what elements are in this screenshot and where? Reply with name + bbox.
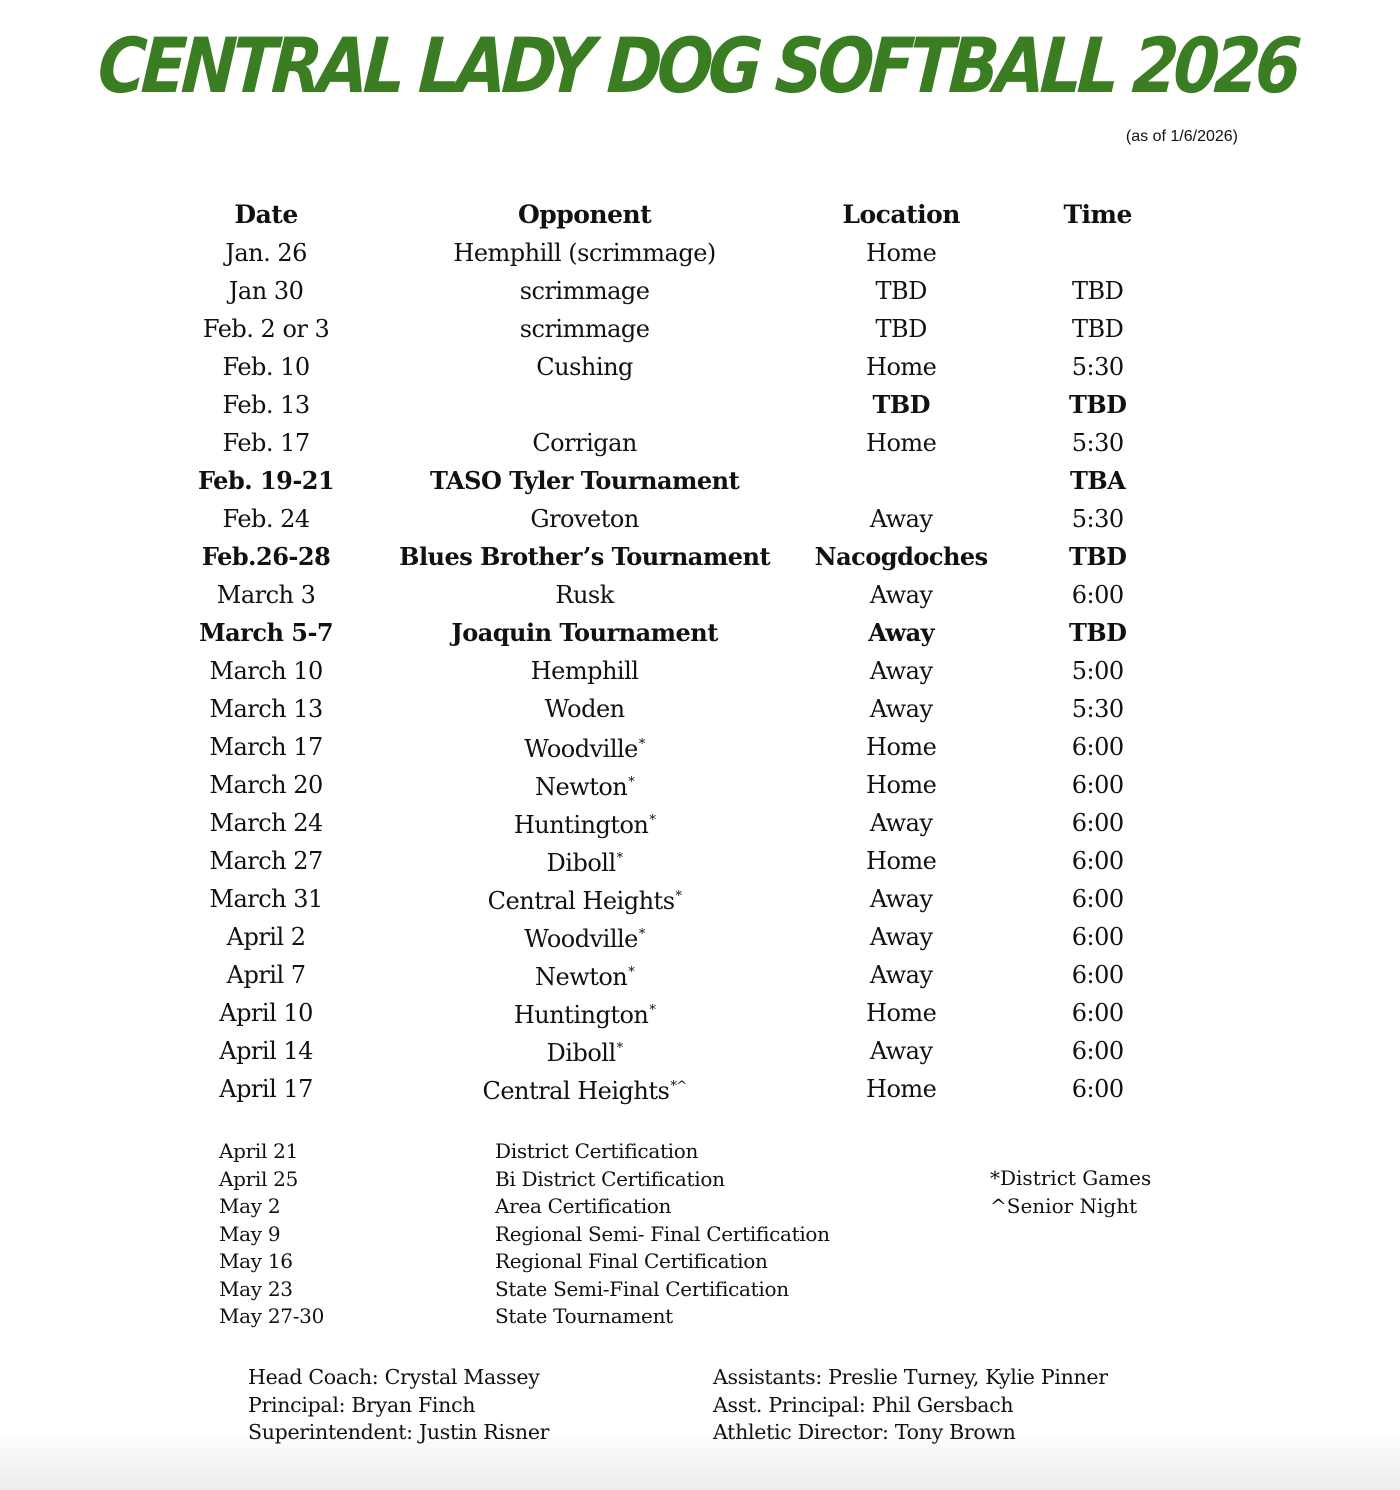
game-marker: * [649,813,656,828]
game-location [807,842,995,880]
game-opponent [362,576,807,614]
schedule-row [170,994,1200,1032]
staff-assistants: Assistants: Preslie Turney, Kylie Pinner [713,1365,1108,1389]
game-opponent-text: TASO Tyler Tournament [429,466,740,495]
game-opponent [362,840,807,882]
game-date [170,234,362,272]
game-opponent-text: Corrigan [532,429,637,457]
game-date-text: Jan 30 [228,277,304,305]
game-date [170,1070,362,1108]
game-opponent [362,916,807,958]
game-marker: * [616,851,623,866]
game-date [170,310,362,348]
game-time-text: 6:00 [1071,1037,1124,1065]
game-location-text: Away [869,695,933,723]
playoff-date: April 21 [219,1139,299,1164]
game-time-text: TBD [1068,542,1127,571]
game-time-text: 6:00 [1071,961,1124,989]
game-opponent [362,614,807,652]
schedule-row [170,766,1200,804]
game-opponent [362,954,807,996]
game-time-text: 5:30 [1071,505,1124,533]
game-marker: * [628,965,635,980]
game-opponent-text: Woodville [524,925,638,953]
game-date [170,994,362,1032]
game-date [170,918,362,956]
game-location [807,804,995,842]
game-opponent [362,424,807,462]
game-time-text: 5:30 [1071,353,1124,381]
game-opponent [362,992,807,1034]
game-time-text: 5:30 [1071,429,1124,457]
game-marker: * [616,1041,623,1056]
game-opponent-text: Woodville [524,735,638,763]
schedule-table [170,196,1200,1108]
playoff-row [219,1193,919,1221]
game-location-text: Home [866,771,937,799]
game-date-text: April 7 [226,961,306,989]
playoff-date: April 25 [219,1166,299,1191]
game-opponent-text: Groveton [530,505,639,533]
game-time [995,272,1200,310]
legend [990,1165,1151,1220]
game-time [995,1032,1200,1070]
column-header-location: Location [842,200,960,229]
column-header-time: Time [1063,200,1132,229]
game-time [995,424,1200,462]
game-opponent [362,764,807,806]
schedule-row [170,728,1200,766]
column-header-opponent: Opponent [517,200,652,229]
game-time-text: 6:00 [1071,885,1124,913]
staff-principal: Principal: Bryan Finch [248,1392,476,1417]
game-opponent-text: scrimmage [519,315,650,343]
game-location-text: Home [866,429,937,457]
game-date-text: April 14 [219,1037,313,1065]
game-date [170,652,362,690]
game-date [170,956,362,994]
game-location [807,348,995,386]
game-time [995,690,1200,728]
schedule-row [170,272,1200,310]
playoff-event: Bi District Certification [495,1166,725,1191]
game-time-text: 6:00 [1071,847,1124,875]
game-location-text: Away [869,809,933,837]
game-time [995,538,1200,576]
game-date [170,386,362,424]
game-location-text: TBD [875,315,927,343]
game-date [170,880,362,918]
game-time [995,956,1200,994]
game-date [170,500,362,538]
game-time-text: 6:00 [1071,809,1124,837]
staff-athletic-director: Athletic Director: Tony Brown [713,1420,1016,1444]
game-opponent [362,690,807,728]
game-date-text: March 10 [209,657,323,685]
game-opponent-text: Newton [534,963,628,991]
staff-column-left [248,1364,713,1447]
game-opponent-text: Central Heights [487,887,675,915]
game-time-text: TBD [1068,618,1127,647]
game-time [995,994,1200,1032]
game-time-text: TBD [1071,315,1124,343]
game-date-text: Feb. 13 [222,391,310,419]
game-location [807,766,995,804]
playoff-date: May 27-30 [219,1304,325,1329]
game-opponent [362,1068,807,1110]
game-date [170,842,362,880]
schedule-row [170,1070,1200,1108]
playoff-schedule [219,1138,919,1331]
schedule-row [170,956,1200,994]
game-date [170,348,362,386]
game-location [807,500,995,538]
game-location-text: Away [868,618,935,647]
legend-district-games: *District Games [990,1166,1152,1190]
game-time-text: 6:00 [1071,923,1124,951]
game-opponent-text: Woden [544,695,625,723]
game-marker: *^ [670,1079,687,1094]
playoff-event: State Tournament [495,1304,673,1329]
game-opponent-text: Blues Brother’s Tournament [399,542,771,571]
game-location-text: Home [866,239,937,267]
game-opponent [362,234,807,272]
game-date-text: Feb. 24 [222,505,310,533]
game-marker: * [628,775,635,790]
game-opponent-text: Hemphill (scrimmage) [453,239,716,267]
game-location-text: TBD [872,390,930,419]
game-location [807,918,995,956]
playoff-row [219,1276,919,1304]
schedule-row [170,804,1200,842]
game-time [995,728,1200,766]
game-location [807,614,995,652]
schedule-row [170,234,1200,272]
game-date-text: Feb. 10 [222,353,310,381]
game-time [995,842,1200,880]
page-title: CENTRAL LADY DOG SOFTBALL 2026 [95,22,1300,111]
game-date-text: Feb. 17 [222,429,310,457]
game-date-text: April 17 [219,1075,313,1103]
game-opponent-text: Huntington [513,1001,649,1029]
game-date-text: Feb.26-28 [201,542,331,571]
game-location [807,424,995,462]
schedule-row [170,500,1200,538]
game-time [995,880,1200,918]
game-opponent [362,310,807,348]
game-date [170,576,362,614]
schedule-row [170,690,1200,728]
playoff-event: Regional Final Certification [495,1249,768,1274]
game-marker: * [638,737,645,752]
game-location-text: Home [866,353,937,381]
game-location [807,310,995,348]
schedule-row [170,538,1200,576]
game-location [807,728,995,766]
game-opponent [362,272,807,310]
game-location-text: Home [866,1075,937,1103]
schedule-row [170,386,1200,424]
game-date [170,1032,362,1070]
game-location [807,386,995,424]
game-date [170,424,362,462]
game-location-text: Home [866,999,937,1027]
game-marker: * [675,889,682,904]
playoff-row [219,1166,919,1194]
game-location [807,1070,995,1108]
game-time [995,918,1200,956]
schedule-header-row [170,196,1200,234]
game-opponent-text: Hemphill [530,657,639,685]
game-date-text: April 10 [219,999,313,1027]
game-opponent [362,1030,807,1072]
playoff-row [219,1303,919,1331]
game-date-text: March 24 [209,809,323,837]
game-time-text: 5:00 [1071,657,1124,685]
schedule-row [170,652,1200,690]
schedule-row [170,1032,1200,1070]
game-marker: * [638,927,645,942]
game-location-text: Away [869,923,933,951]
game-date-text: March 5-7 [199,618,334,647]
game-time-text: 6:00 [1071,581,1124,609]
column-header-date: Date [234,200,298,229]
game-time [995,500,1200,538]
game-date [170,462,362,500]
playoff-date: May 23 [219,1276,293,1301]
game-date [170,766,362,804]
game-date-text: March 31 [209,885,323,913]
game-opponent [362,802,807,844]
game-opponent [362,726,807,768]
game-time [995,652,1200,690]
game-time-text: TBD [1068,390,1127,419]
game-location-text: Home [866,847,937,875]
game-opponent-text: Rusk [555,581,614,609]
game-location-text: Home [866,733,937,761]
game-location-text: Nacogdoches [814,542,988,571]
game-opponent-text: Joaquin Tournament [451,618,718,647]
game-date-text: April 2 [226,923,306,951]
game-time [995,386,1200,424]
schedule-rows [170,234,1200,1108]
game-time-text: 6:00 [1071,999,1124,1027]
game-date-text: Feb. 2 or 3 [202,315,330,343]
playoff-date: May 9 [219,1221,281,1246]
game-opponent-text: Cushing [536,353,633,381]
schedule-row [170,880,1200,918]
game-location [807,994,995,1032]
game-date-text: March 17 [209,733,323,761]
game-location [807,272,995,310]
game-location [807,576,995,614]
game-location [807,652,995,690]
playoff-date: May 2 [219,1194,281,1219]
game-time [995,614,1200,652]
game-location-text: TBD [875,277,927,305]
playoff-date: May 16 [219,1249,293,1274]
game-location-text: Away [869,885,933,913]
game-date-text: March 13 [209,695,323,723]
game-date-text: March 27 [209,847,323,875]
game-opponent [362,500,807,538]
game-location-text: Away [869,581,933,609]
game-opponent-text: Huntington [513,811,649,839]
game-location [807,956,995,994]
staff-column-right [713,1364,1178,1447]
game-time [995,462,1200,500]
schedule-row [170,348,1200,386]
game-location-text: Away [869,505,933,533]
game-date-text: Jan. 26 [225,239,307,267]
as-of-date: (as of 1/6/2026) [1125,128,1238,145]
staff-list [248,1364,1178,1447]
game-date [170,272,362,310]
game-time [995,804,1200,842]
game-time-text: 6:00 [1071,733,1124,761]
game-opponent [362,652,807,690]
game-date [170,614,362,652]
playoff-event: District Certification [495,1139,699,1164]
schedule-row [170,842,1200,880]
game-location [807,690,995,728]
game-time-text: 5:30 [1071,695,1124,723]
playoff-row [219,1248,919,1276]
game-time-text: 6:00 [1071,1075,1124,1103]
game-opponent [362,878,807,920]
game-marker: * [649,1003,656,1018]
game-location-text: Away [869,961,933,989]
game-opponent [362,348,807,386]
game-location [807,880,995,918]
staff-superintendent: Superintendent: Justin Risner [248,1420,550,1444]
game-date [170,538,362,576]
schedule-row [170,424,1200,462]
game-date-text: March 20 [209,771,323,799]
schedule-row [170,576,1200,614]
game-time [995,348,1200,386]
game-opponent-text: Newton [534,773,628,801]
game-date-text: Feb. 19-21 [197,466,335,495]
game-location [807,1032,995,1070]
schedule-row [170,462,1200,500]
staff-asst-principal: Asst. Principal: Phil Gersbach [713,1392,1014,1417]
game-location [807,234,995,272]
schedule-row [170,918,1200,956]
game-time-text: TBA [1070,466,1126,495]
game-time-text: 6:00 [1071,771,1124,799]
staff-head-coach: Head Coach: Crystal Massey [248,1365,540,1389]
schedule-row [170,614,1200,652]
game-time [995,310,1200,348]
game-time-text: TBD [1071,277,1124,305]
game-date [170,804,362,842]
game-opponent-text: Diboll [546,849,616,877]
playoff-event: State Semi-Final Certification [495,1276,789,1301]
game-opponent-text: scrimmage [519,277,650,305]
legend-senior-night: ^Senior Night [990,1193,1138,1218]
game-location [807,538,995,576]
game-location-text: Away [869,657,933,685]
game-date [170,690,362,728]
game-time [995,576,1200,614]
game-date [170,728,362,766]
game-opponent [362,538,807,576]
game-time [995,1070,1200,1108]
game-date-text: March 3 [216,581,316,609]
playoff-event: Area Certification [495,1194,672,1219]
schedule-row [170,310,1200,348]
playoff-row [219,1138,919,1166]
game-opponent-text: Diboll [546,1039,616,1067]
playoff-event: Regional Semi- Final Certification [495,1221,830,1246]
game-location-text: Away [869,1037,933,1065]
game-opponent-text: Central Heights [482,1077,670,1105]
game-time [995,766,1200,804]
game-opponent [362,462,807,500]
playoff-row [219,1221,919,1249]
